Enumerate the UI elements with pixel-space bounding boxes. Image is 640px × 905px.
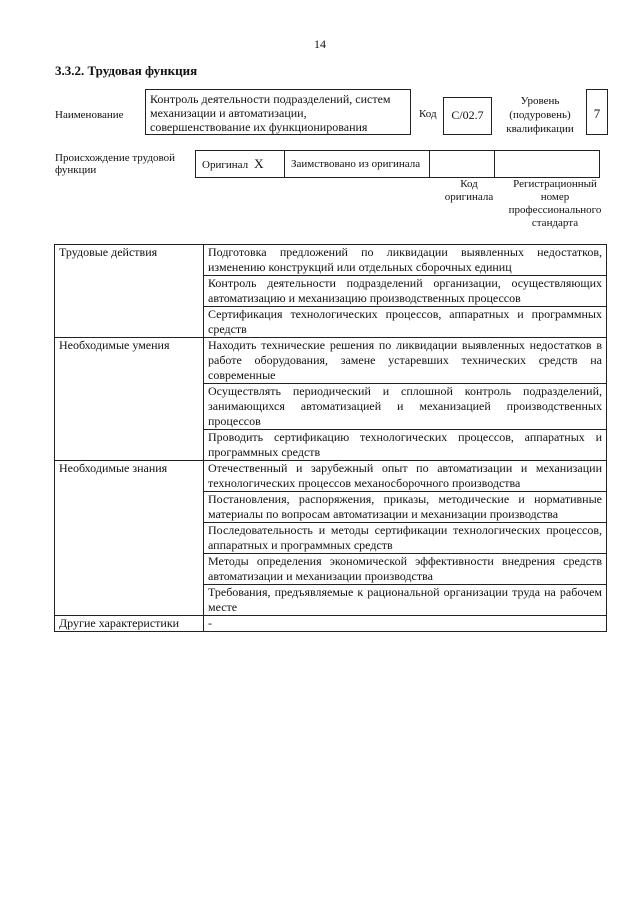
original-code-caption: Код оригинала <box>444 178 494 203</box>
item-cell: Контроль деятельности подразделений организации, осуществляющих автоматизацию и механизацию производственных процессов <box>204 276 607 307</box>
item-cell: - <box>204 616 607 632</box>
item-cell: Сертификация технологических процессов, аппаратных и программных средств <box>204 307 607 338</box>
function-code: С/02.7 <box>443 97 492 135</box>
category-cell: Другие характеристики <box>55 616 204 632</box>
table-row <box>55 245 607 276</box>
category-cell: Трудовые действия <box>55 245 204 338</box>
origin-label: Происхождение трудовой функции <box>55 152 176 176</box>
qualification-level-label: Уровень (подуровень) квалификации <box>506 95 574 135</box>
item-cell: Находить технические решения по ликвидации выявленных недостатков в работе оборудования, замене устаревших технических средств на современные <box>204 338 607 384</box>
function-name: Контроль деятельности подразделений, систем механизации и автоматизации, совершенствование их функционирования <box>145 89 411 135</box>
table-row <box>55 616 607 632</box>
category-cell: Необходимые умения <box>55 338 204 461</box>
item-cell: Последовательность и методы сертификации технологических процессов, аппаратных и программных средств <box>204 523 607 554</box>
qualification-level-value: 7 <box>586 89 608 135</box>
registration-number-caption: Регистрационный номер профессионального стандарта <box>508 178 602 229</box>
origin-original-mark: X <box>254 156 264 171</box>
origin-borrowed-cell: Заимствовано из оригинала <box>285 151 430 178</box>
item-cell: Методы определения экономической эффективности внедрения средств автоматизации и механизации производства <box>204 554 607 585</box>
item-cell: Постановления, распоряжения, приказы, методические и нормативные материалы по вопросам автоматизации и механизации производства <box>204 492 607 523</box>
origin-registration-cell <box>495 151 600 178</box>
name-label: Наименование <box>55 109 124 121</box>
origin-code-cell <box>430 151 495 178</box>
origin-original-label: Оригинал <box>202 159 249 171</box>
function-details-table <box>54 244 607 632</box>
item-cell: Проводить сертификацию технологических процессов, аппаратных и программных средств <box>204 430 607 461</box>
origin-original-cell <box>196 151 285 178</box>
item-cell: Требования, предъявляемые к рациональной организации труда на рабочем месте <box>204 585 607 616</box>
section-heading: 3.3.2. Трудовая функция <box>55 63 198 78</box>
code-label: Код <box>419 108 437 120</box>
item-cell: Осуществлять периодический и сплошной контроль подразделений, занимающихся автоматизацией и механизацией производственных процессов <box>204 384 607 430</box>
category-cell: Необходимые знания <box>55 461 204 616</box>
table-row <box>55 338 607 384</box>
item-cell: Отечественный и зарубежный опыт по автоматизации и механизации технологических процессов механосборочного производства <box>204 461 607 492</box>
item-cell: Подготовка предложений по ликвидации выявленных недостатков, изменению конструкций или отдельных сборочных единиц <box>204 245 607 276</box>
origin-table <box>195 150 600 178</box>
table-row <box>55 461 607 492</box>
page-number: 14 <box>314 37 326 51</box>
